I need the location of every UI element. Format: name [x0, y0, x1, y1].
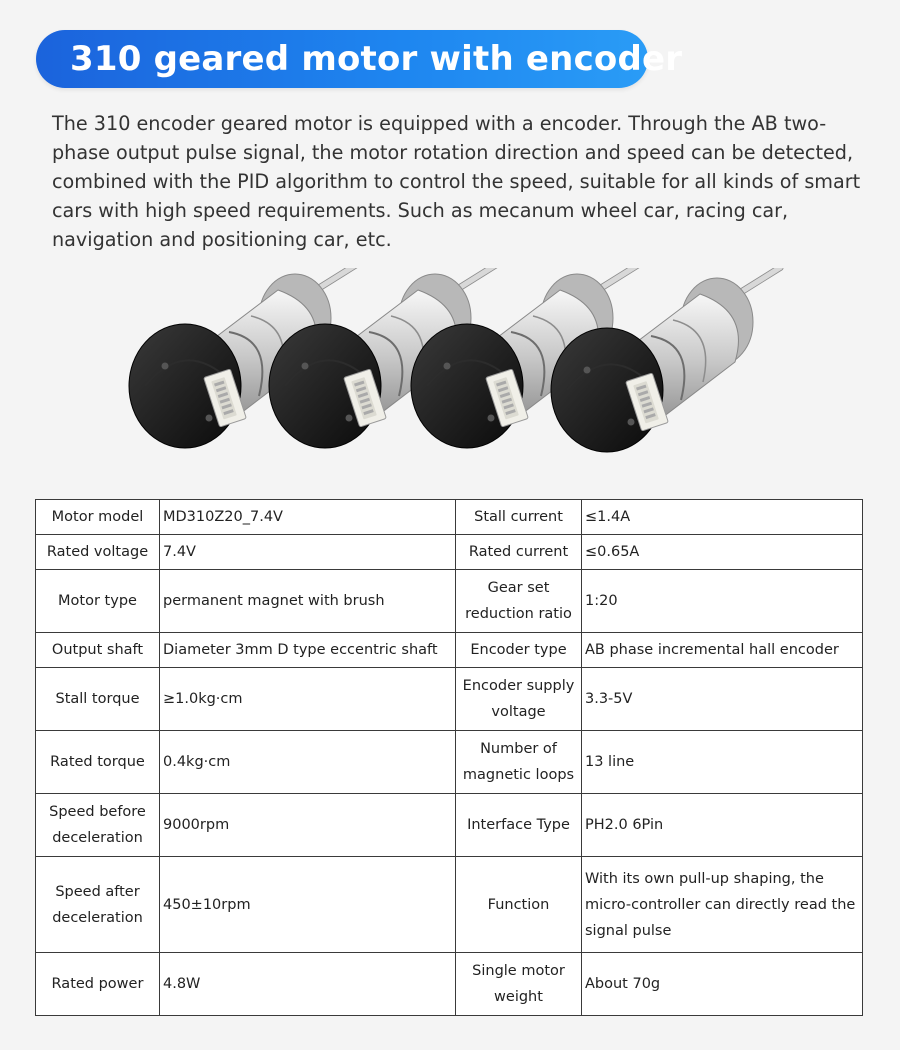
table-cell-value: About 70g: [582, 953, 863, 1016]
table-cell-label: Function: [456, 857, 582, 953]
table-cell-label: Output shaft: [36, 633, 160, 668]
table-cell-value: 1:20: [582, 570, 863, 633]
table-cell-label: Rated power: [36, 953, 160, 1016]
table-cell-label: Motor model: [36, 500, 160, 535]
page-title: 310 geared motor with encoder: [70, 39, 683, 79]
table-cell-label: Rated voltage: [36, 535, 160, 570]
table-row: [36, 535, 863, 570]
spec-table: [35, 499, 863, 1016]
table-cell-value: MD310Z20_7.4V: [160, 500, 456, 535]
table-cell-label: Single motor weight: [456, 953, 582, 1016]
table-cell-label: Stall torque: [36, 668, 160, 731]
table-cell-label: Speed before deceleration: [36, 794, 160, 857]
table-cell-label: Rated torque: [36, 731, 160, 794]
title-banner: [36, 30, 683, 88]
table-cell-value: 450±10rpm: [160, 857, 456, 953]
table-cell-label: Interface Type: [456, 794, 582, 857]
table-cell-value: ≥1.0kg·cm: [160, 668, 456, 731]
table-cell-value: With its own pull-up shaping, the micro-controller can directly read the signal pulse: [582, 857, 863, 953]
table-row: [36, 857, 863, 953]
table-row: [36, 570, 863, 633]
table-row: [36, 668, 863, 731]
table-row: [36, 500, 863, 535]
table-cell-label: Rated current: [456, 535, 582, 570]
table-cell-value: 3.3-5V: [582, 668, 863, 731]
table-cell-value: permanent magnet with brush: [160, 570, 456, 633]
table-cell-value: 9000rpm: [160, 794, 456, 857]
table-cell-label: Speed after deceleration: [36, 857, 160, 953]
table-row: [36, 953, 863, 1016]
table-cell-value: 13 line: [582, 731, 863, 794]
table-cell-value: AB phase incremental hall encoder: [582, 633, 863, 668]
table-row: [36, 731, 863, 794]
table-cell-label: Encoder supply voltage: [456, 668, 582, 731]
table-cell-label: Gear set reduction ratio: [456, 570, 582, 633]
table-cell-label: Number of magnetic loops: [456, 731, 582, 794]
table-cell-value: 4.8W: [160, 953, 456, 1016]
table-cell-value: 7.4V: [160, 535, 456, 570]
table-cell-value: Diameter 3mm D type eccentric shaft: [160, 633, 456, 668]
table-cell-value: ≤0.65A: [582, 535, 863, 570]
table-cell-label: Stall current: [456, 500, 582, 535]
table-cell-label: Motor type: [36, 570, 160, 633]
table-row: [36, 633, 863, 668]
table-cell-value: 0.4kg·cm: [160, 731, 456, 794]
motors-image: [108, 268, 798, 478]
table-row: [36, 794, 863, 857]
table-cell-value: PH2.0 6Pin: [582, 794, 863, 857]
intro-paragraph: The 310 encoder geared motor is equipped with a encoder. Through the AB two-phase output pulse signal, the motor rotation direction and speed can be detected, combined with the PID algorithm to control the speed, suitable for all kinds of smart cars with high speed requirements. Such as mecanum wheel car, racing car, navigation and positioning car, etc.: [52, 112, 861, 251]
table-cell-value: ≤1.4A: [582, 500, 863, 535]
table-cell-label: Encoder type: [456, 633, 582, 668]
